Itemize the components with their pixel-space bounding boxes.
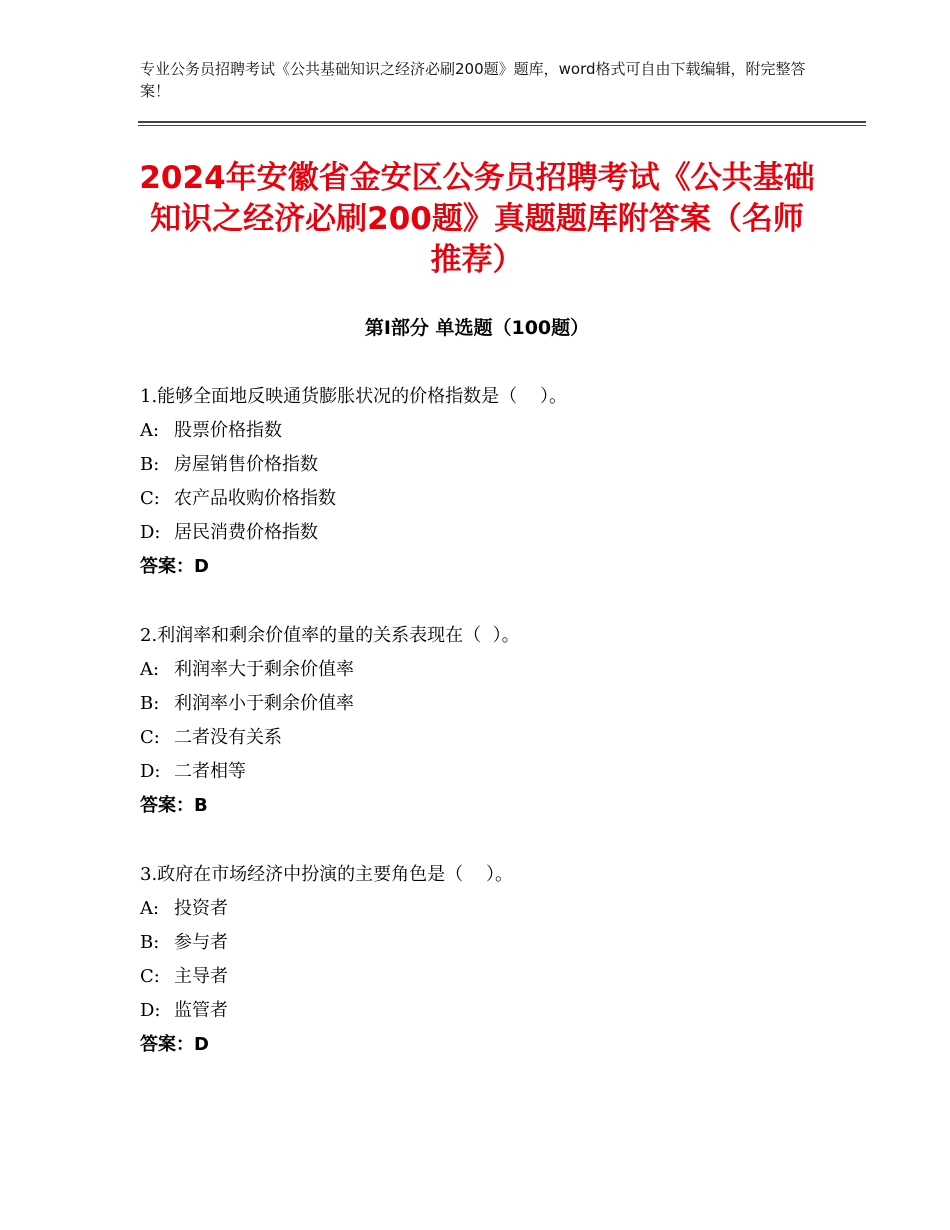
option-text: 投资者 — [174, 898, 228, 919]
option-text: 二者相等 — [174, 761, 246, 782]
option-text: 股票价格指数 — [174, 420, 282, 441]
option-key: D: — [140, 761, 161, 782]
option-a — [140, 892, 840, 926]
option-key: B: — [140, 454, 160, 475]
option-text: 农产品收购价格指数 — [174, 488, 336, 509]
option-c — [140, 721, 840, 755]
option-text: 主导者 — [174, 966, 228, 987]
option-key: C: — [140, 966, 160, 987]
option-text: 房屋销售价格指数 — [174, 454, 318, 475]
option-key: A: — [140, 898, 160, 919]
option-d — [140, 516, 840, 550]
option-key: D: — [140, 522, 161, 543]
option-text: 利润率小于剩余价值率 — [174, 693, 354, 714]
section-title: 第Ⅰ部分 单选题（100题） — [364, 317, 590, 339]
question-2 — [140, 619, 840, 823]
option-key: B: — [140, 693, 160, 714]
option-key: B: — [140, 932, 160, 953]
question-stem: 3.政府在市场经济中扮演的主要角色是（ ）。 — [140, 864, 514, 885]
option-text: 居民消费价格指数 — [174, 522, 318, 543]
option-text: 利润率大于剩余价值率 — [174, 659, 354, 680]
question-stem: 2.利润率和剩余价值率的量的关系表现在（ ）。 — [140, 625, 520, 646]
header-rule-thin — [138, 125, 866, 126]
option-text: 监管者 — [174, 1000, 228, 1021]
option-key: C: — [140, 727, 160, 748]
option-key: A: — [140, 659, 160, 680]
option-key: A: — [140, 420, 160, 441]
option-key: D: — [140, 1000, 161, 1021]
header-rule-thick — [138, 121, 866, 123]
option-b — [140, 687, 840, 721]
question-stem: 1.能够全面地反映通货膨胀状况的价格指数是（ ）。 — [140, 386, 568, 407]
document-title: 2024年安徽省金安区公务员招聘考试《公共基础知识之经济必刷200题》真题题库附答案（名师推荐） — [139, 160, 815, 278]
option-text: 二者没有关系 — [174, 727, 282, 748]
answer: 答案：D — [140, 556, 209, 577]
option-a — [140, 653, 840, 687]
option-b — [140, 448, 840, 482]
question-1 — [140, 380, 840, 584]
option-a — [140, 414, 840, 448]
option-d — [140, 755, 840, 789]
option-b — [140, 926, 840, 960]
option-c — [140, 482, 840, 516]
header-note: 专业公务员招聘考试《公共基础知识之经济必刷200题》题库，word格式可自由下载编辑，附完整答案！ — [140, 60, 806, 100]
question-3 — [140, 858, 840, 1062]
option-key: C: — [140, 488, 160, 509]
option-c — [140, 960, 840, 994]
option-text: 参与者 — [174, 932, 228, 953]
answer: 答案：B — [140, 795, 208, 816]
answer: 答案：D — [140, 1034, 209, 1055]
option-d — [140, 994, 840, 1028]
